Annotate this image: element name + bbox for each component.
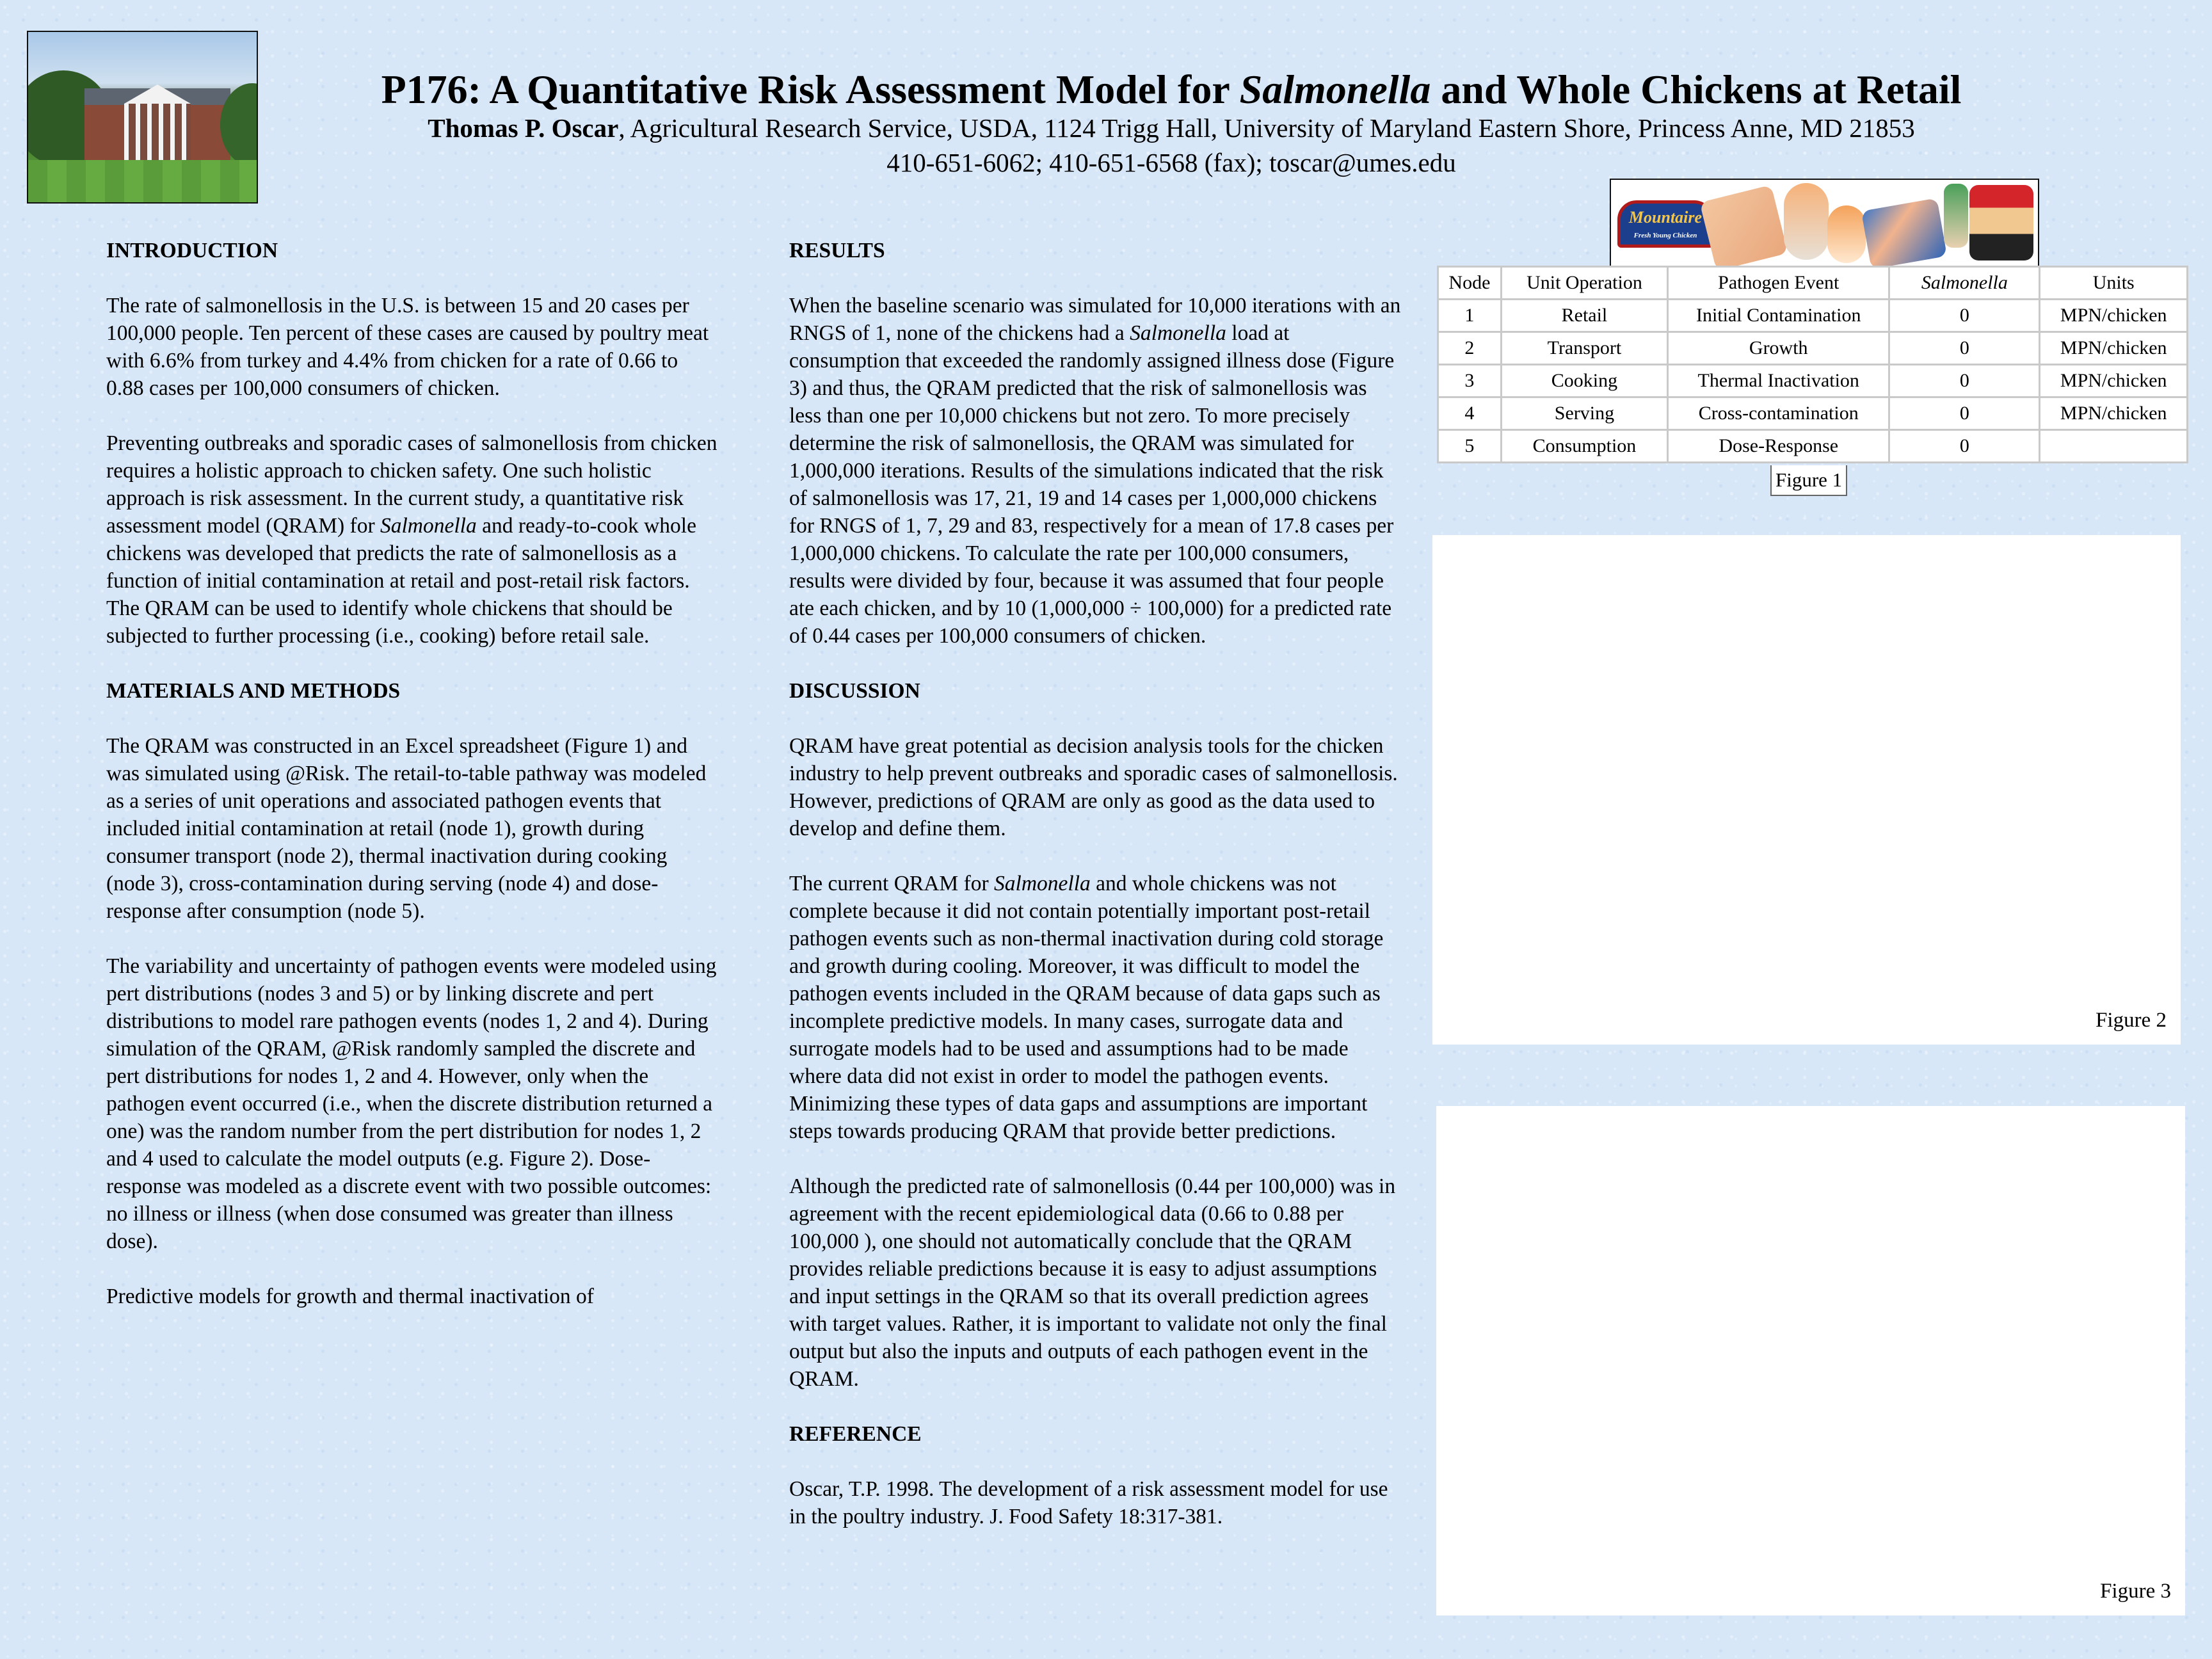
introduction-heading: INTRODUCTION	[106, 239, 278, 262]
cell-units: MPN/chicken	[2040, 332, 2188, 365]
cell-units	[2040, 430, 2188, 463]
reference-heading: REFERENCE	[789, 1422, 922, 1446]
cell-node: 3	[1438, 365, 1502, 397]
left-column	[106, 237, 721, 1338]
figure3-caption: Figure 3	[2100, 1580, 2171, 1603]
cell-unit-operation: Consumption	[1501, 430, 1667, 463]
poster-title	[192, 64, 2151, 115]
figure2-panel	[1432, 535, 2181, 1045]
table-row	[1438, 332, 2188, 365]
table-row	[1438, 397, 2188, 430]
figure1-table	[1437, 266, 2188, 463]
results-paragraph	[789, 292, 1404, 650]
title-organism: Salmonella	[1239, 67, 1431, 112]
table-row	[1438, 300, 2188, 332]
introduction-paragraph	[106, 429, 721, 650]
cell-units: MPN/chicken	[2040, 397, 2188, 430]
text: and ready-to-cook whole chickens was developed that predicts the rate of salmonellosis as a function of initial contamination at retail and post-retail risk factors. The QRAM can be used to identify whole chickens that should be subjected to further processing (i.e., cooking) before retail sale.	[106, 514, 696, 648]
cell-pathogen-event: Growth	[1668, 332, 1889, 365]
column-header-units: Units	[2040, 267, 2188, 300]
cell-pathogen-event: Initial Contamination	[1668, 300, 1889, 332]
mountaire-logo	[1617, 200, 1713, 248]
text: load at consumption that exceeded the randomly assigned illness dose (Figure 3) and thus, the QRAM predicted that the risk of salmonellosis was less than one per 10,000 chickens but not zero. To more precisely determine the risk of salmonellosis, the QRAM was simulated for 1,000,000 iterations. Results of the simulations indicated that the risk of salmonellosis was 17, 21, 19 and 14 cases per 1,000,000 chickens for RNGS of 1, 7, 29 and 83, respectively for a mean of 17.8 cases per 1,000,000 chickens. To calculate the rate per 100,000 consumers, results were divided by four, because it was assumed that four people ate each chicken, and by 10 (1,000,000 ÷ 100,000) for a predicted rate of 0.44 cases per 100,000 consumers of chicken.	[789, 321, 1395, 648]
figure3-panel	[1436, 1106, 2185, 1615]
discussion-paragraph: QRAM have great potential as decision analysis tools for the chicken industry to help prevent outbreaks and sporadic cases of salmonellosis. However, predictions of QRAM are only as good as the data used to develop and define them.	[789, 734, 1398, 840]
table-row	[1438, 365, 2188, 397]
column-header-pathogen-event: Pathogen Event	[1668, 267, 1889, 300]
cell-node: 1	[1438, 300, 1502, 332]
cell-pathogen-event: Thermal Inactivation	[1668, 365, 1889, 397]
organism-name: Salmonella	[380, 514, 477, 538]
text: Preventing outbreaks and sporadic cases of salmonellosis from chicken requires a holistic approach to chicken safety. One such holistic approach is risk assessment. In the current study, a quantitative risk assessment model (QRAM) for	[106, 431, 717, 538]
methods-heading: MATERIALS AND METHODS	[106, 679, 401, 703]
cell-node: 4	[1438, 397, 1502, 430]
cell-pathogen-event: Cross-contamination	[1668, 397, 1889, 430]
figure1-caption: Figure 1	[1770, 465, 1847, 496]
cell-unit-operation: Transport	[1501, 332, 1667, 365]
text: Predictive models for growth and thermal inactivation of	[106, 1285, 594, 1308]
column-header-salmonella: Salmonella	[1889, 267, 2040, 300]
author-name: Thomas P. Oscar	[428, 113, 619, 143]
cell-salmonella: 0	[1889, 300, 2040, 332]
cell-units: MPN/chicken	[2040, 365, 2188, 397]
methods-paragraph	[106, 1283, 721, 1310]
photo-columns	[124, 104, 191, 163]
title-text: and Whole Chickens at Retail	[1431, 67, 1962, 112]
chicken-products-photo	[1610, 179, 2039, 266]
package-whole-chicken	[1827, 205, 1866, 263]
package-boneless	[1944, 184, 1968, 248]
cell-unit-operation: Serving	[1501, 397, 1667, 430]
methods-paragraph: The QRAM was constructed in an Excel spreadsheet (Figure 1) and was simulated using @Risk. The retail-to-table pathway was modeled as a series of unit operations and associated pathogen events that included initial contamination at retail (node 1), growth during consumer transport (node 2), thermal inactivation during cooking (node 3), cross-contamination during serving (node 4) and dose-response after consumption (node 5).	[106, 734, 707, 923]
cell-node: 5	[1438, 430, 1502, 463]
cell-pathogen-event: Dose-Response	[1668, 430, 1889, 463]
package-tenders	[1861, 198, 1947, 266]
discussion-heading: DISCUSSION	[789, 679, 920, 703]
cell-salmonella: 0	[1889, 332, 2040, 365]
text: When the baseline scenario was simulated for 10,000 iterations with an RNGS of 1, none of the chickens had a	[789, 294, 1401, 345]
photo-pediment	[124, 84, 191, 104]
column-header-node: Node	[1438, 267, 1502, 300]
introduction-paragraph: The rate of salmonellosis in the U.S. is between 15 and 20 cases per 100,000 people. Ten percent of these cases are caused by poultry meat with 6.6% from turkey and 4.4% from chicken for a rate of 0.66 to 0.88 cases per 100,000 consumers of chicken.	[106, 294, 709, 400]
reference-text: Oscar, T.P. 1998. The development of a risk assessment model for use in the poultry industry. J. Food Safety 18:317-381.	[789, 1477, 1388, 1528]
cell-unit-operation: Cooking	[1501, 365, 1667, 397]
table-row	[1438, 430, 2188, 463]
organism-name: Salmonella	[1130, 321, 1226, 345]
organism-name: Salmonella	[994, 872, 1091, 895]
text: and whole chickens was not complete because it did not contain potentially important post-retail pathogen events such as non-thermal inactivation during cold storage and growth during cooling. Moreover, it was difficult to model the pathogen events included in the QRAM because of data gaps such as incomplete predictive models. In many cases, surrogate data and surrogate models had to be used and assumptions had to be made where data did not exist in order to model the pathogen events. Minimizing these types of data gaps and assumptions are important steps towards producing QRAM that provide better predictions.	[789, 872, 1384, 1143]
methods-paragraph: The variability and uncertainty of pathogen events were modeled using pert distributions (nodes 3 and 5) or by linking discrete and pert distributions to model rare pathogen events (nodes 1, 2 and 4). During simulation of the QRAM, @Risk randomly sampled the discrete and pert distributions for nodes 1, 2 and 4. However, only when the pathogen event occurred (i.e., when the discrete distribution returned a one) was the random number from the pert distribution for nodes 1, 2 and 4 used to calculate the model outputs (e.g. Figure 2). Dose-response was modeled as a discrete event with two possible outcomes: no illness or illness (when dose consumed was greater than illness dose).	[106, 954, 717, 1253]
results-heading: RESULTS	[789, 239, 885, 262]
logo-tagline: Fresh Young Chicken	[1633, 232, 1697, 239]
cell-salmonella: 0	[1889, 430, 2040, 463]
column-header-unit-operation: Unit Operation	[1501, 267, 1667, 300]
discussion-paragraph: Although the predicted rate of salmonellosis (0.44 per 100,000) was in agreement with the recent epidemiological data (0.66 to 0.88 per 100,000 ), one should not automatically conclude that the QRAM provides reliable predictions because it is easy to adjust assumptions and input settings in the QRAM so that its overall prediction agrees with target values. Rather, it is important to validate not only the final output but also the inputs and outputs of each pathogen event in the QRAM.	[789, 1174, 1396, 1391]
author-affiliation	[192, 113, 2151, 143]
cell-salmonella: 0	[1889, 365, 2040, 397]
contact-info: 410-651-6062; 410-651-6568 (fax); toscar@umes.edu	[886, 148, 1456, 177]
cell-salmonella: 0	[1889, 397, 2040, 430]
table-header-row	[1438, 267, 2188, 300]
logo-text: Mountaire	[1628, 208, 1703, 227]
cell-node: 2	[1438, 332, 1502, 365]
cell-unit-operation: Retail	[1501, 300, 1667, 332]
middle-column	[789, 237, 1404, 1558]
package-breasts	[1699, 185, 1788, 266]
package-fajitas	[1969, 185, 2033, 260]
figure2-caption: Figure 2	[2096, 1009, 2167, 1032]
package-whole-chicken	[1784, 183, 1829, 260]
title-text: P176: A Quantitative Risk Assessment Model for	[381, 67, 1240, 112]
affiliation: , Agricultural Research Service, USDA, 1124 Trigg Hall, University of Maryland Eastern Shore, Princess Anne, MD 21853	[618, 113, 1915, 143]
discussion-paragraph	[789, 870, 1404, 1145]
text: The current QRAM for	[789, 872, 995, 895]
cell-units: MPN/chicken	[2040, 300, 2188, 332]
